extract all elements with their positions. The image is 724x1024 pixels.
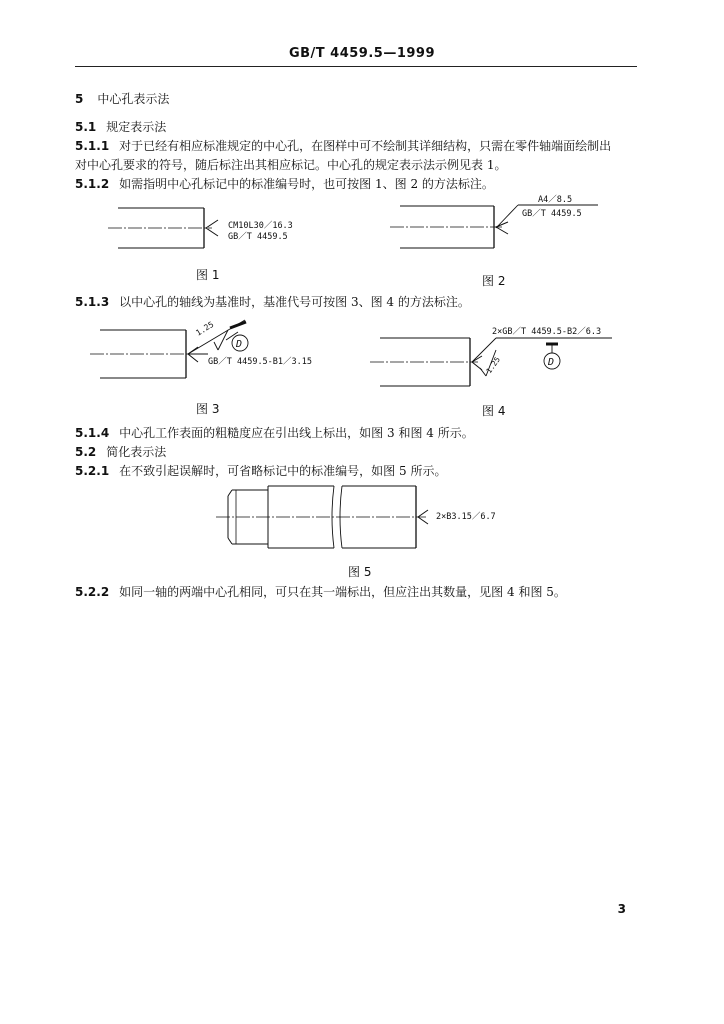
clause-text: 如同一轴的两端中心孔相同，可只在其一端标出，但应注出其数量，见图 4 和图 5。 xyxy=(119,585,566,599)
section-5-heading xyxy=(75,90,169,107)
figure-5-mark: 2×B3.15／6.7 xyxy=(436,512,496,522)
figure-4-roughness: 1.25 xyxy=(484,355,502,376)
clause-number: 5.1.3 xyxy=(75,295,110,309)
figure-1-caption: 图 1 xyxy=(196,268,220,282)
running-header: GB/T 4459.5—1999 xyxy=(288,46,436,61)
figure-4-mark: 2×GB／T 4459.5-B2／6.3 xyxy=(492,327,602,337)
clause-5-2-1 xyxy=(75,462,446,479)
clause-text: 如需指明中心孔标记中的标准编号时，也可按图 1、图 2 的方法标注。 xyxy=(119,177,494,191)
clause-text-line2: 对中心孔要求的符号，随后标注出其相应标记。中心孔的规定表示法示例见表 1。 xyxy=(75,158,507,172)
section-number: 5.2 xyxy=(75,445,97,459)
figure-4-caption: 图 4 xyxy=(482,404,506,418)
figure-4-svg xyxy=(370,320,624,392)
figure-2-caption: 图 2 xyxy=(482,274,506,288)
figure-1-svg xyxy=(108,200,308,260)
figure-4-datum-letter: D xyxy=(548,357,555,368)
figure-2-svg xyxy=(390,194,620,260)
clause-number: 5.2.1 xyxy=(75,464,110,478)
clause-5-1-4 xyxy=(75,424,474,441)
figure-3-svg xyxy=(90,314,330,386)
section-5-1-heading xyxy=(75,118,166,135)
section-number: 5.1 xyxy=(75,120,97,134)
clause-number: 5.1.2 xyxy=(75,177,110,191)
clause-5-1-1 xyxy=(75,137,611,154)
clause-5-2-2 xyxy=(75,583,566,600)
figure-1-mark-line2: GB／T 4459.5 xyxy=(228,232,288,242)
clause-number: 5.1.4 xyxy=(75,426,110,440)
figure-2-mark-line1: A4／8.5 xyxy=(538,195,573,205)
clause-5-1-2 xyxy=(75,175,494,192)
figure-3-roughness: 1.25 xyxy=(194,319,216,338)
section-title: 中心孔表示法 xyxy=(97,92,170,106)
figure-1-drawing xyxy=(108,200,308,260)
section-title: 简化表示法 xyxy=(106,445,167,459)
figure-5-svg xyxy=(216,482,516,550)
figure-3-drawing xyxy=(90,314,330,386)
clause-text: 在不致引起误解时，可省略标记中的标准编号，如图 5 所示。 xyxy=(119,464,447,478)
clause-number: 5.1.1 xyxy=(75,139,110,153)
figure-2-drawing xyxy=(390,194,620,260)
figure-4-drawing xyxy=(370,320,624,392)
figure-3-datum-letter: D xyxy=(236,339,243,350)
figure-1-mark-line1: CM10L30／16.3 xyxy=(228,221,293,231)
section-number: 5 xyxy=(75,92,84,106)
figure-3-caption: 图 3 xyxy=(196,402,220,416)
clause-text: 中心孔工作表面的粗糙度应在引出线上标出，如图 3 和图 4 所示。 xyxy=(119,426,474,440)
figure-5-caption: 图 5 xyxy=(348,565,372,579)
figure-2-mark-line2: GB／T 4459.5 xyxy=(522,209,582,219)
clause-number: 5.2.2 xyxy=(75,585,110,599)
clause-text-line1: 对于已经有相应标准规定的中心孔，在图样中可不绘制其详细结构，只需在零件轴端面绘制出 xyxy=(119,139,612,153)
header-rule xyxy=(75,66,637,67)
clause-text: 以中心孔的轴线为基准时，基准代号可按图 3、图 4 的方法标注。 xyxy=(119,295,470,309)
figure-3-mark: GB／T 4459.5-B1／3.15 xyxy=(208,357,312,367)
page-number: 3 xyxy=(617,902,626,916)
clause-5-1-3 xyxy=(75,293,470,310)
figure-5-drawing xyxy=(216,482,516,550)
section-5-2-heading xyxy=(75,443,166,460)
section-title: 规定表示法 xyxy=(106,120,167,134)
